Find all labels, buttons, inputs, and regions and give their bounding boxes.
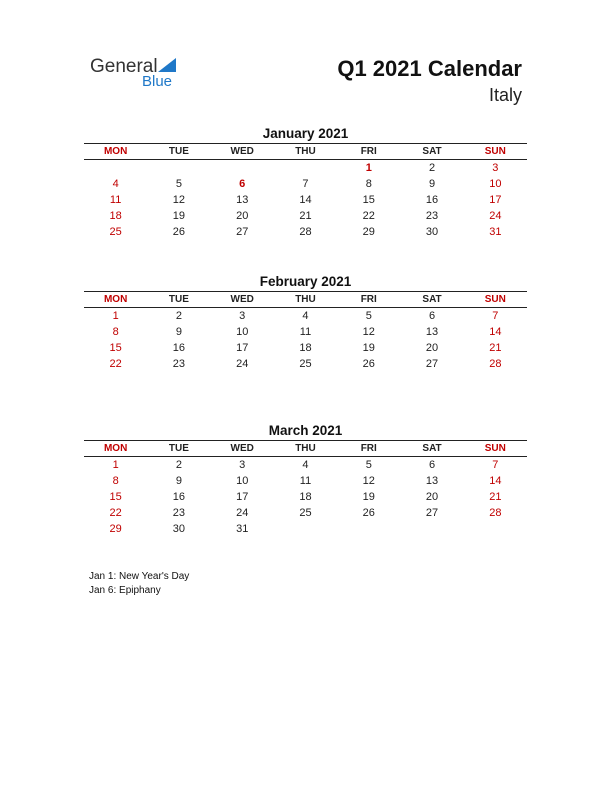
country-name: Italy xyxy=(488,85,522,105)
day-cell: 19 xyxy=(362,342,375,354)
day-cell: 12 xyxy=(362,475,375,487)
day-cell: 16 xyxy=(172,342,186,354)
day-cell: 4 xyxy=(112,178,119,190)
day-cell: 11 xyxy=(299,326,312,338)
week-row xyxy=(84,457,527,473)
weekday-label: THU xyxy=(295,294,316,305)
day-cell: 2 xyxy=(175,459,182,471)
logo-general-text: General xyxy=(90,56,158,77)
week-row xyxy=(84,308,527,324)
day-cell: 11 xyxy=(109,194,122,206)
day-cell: 22 xyxy=(109,507,122,519)
month-title: January 2021 xyxy=(262,126,349,141)
weekday-label: MON xyxy=(103,294,128,305)
day-cell: 18 xyxy=(299,491,312,503)
page-title: Q1 2021 Calendar xyxy=(337,56,522,81)
day-cell: 29 xyxy=(109,523,122,535)
day-cell: 13 xyxy=(425,475,439,487)
weekday-label: SUN xyxy=(484,146,506,157)
weekday-label: THU xyxy=(295,443,316,454)
logo-blue-text: Blue xyxy=(142,73,173,90)
day-cell: 12 xyxy=(362,326,375,338)
day-cell: 27 xyxy=(425,507,439,519)
day-cell: 31 xyxy=(236,523,249,535)
day-cell: 22 xyxy=(362,210,375,222)
day-cell: 16 xyxy=(425,194,439,206)
day-cell: 21 xyxy=(489,342,502,354)
day-cell: 9 xyxy=(175,475,182,487)
weekday-label: FRI xyxy=(360,294,377,305)
day-cell: 11 xyxy=(299,475,312,487)
weekday-header xyxy=(84,291,527,308)
weekday-header xyxy=(84,143,527,160)
day-cell: 5 xyxy=(365,310,372,322)
day-cell: 16 xyxy=(172,491,186,503)
day-cell: 27 xyxy=(236,226,249,238)
day-cell: 4 xyxy=(302,459,309,471)
day-cell: 9 xyxy=(428,178,436,190)
day-cell: 3 xyxy=(239,310,246,322)
day-cell: 23 xyxy=(425,210,439,222)
day-cell: 7 xyxy=(492,310,499,322)
day-cell: 20 xyxy=(425,342,439,354)
day-cell: 18 xyxy=(109,210,122,222)
day-cell: 26 xyxy=(362,507,375,519)
day-cell xyxy=(211,160,274,176)
day-cell: 17 xyxy=(489,194,502,206)
day-cell: 15 xyxy=(109,491,122,503)
holiday-note: Jan 6: Epiphany xyxy=(89,585,161,596)
day-cell xyxy=(274,160,337,176)
day-cell xyxy=(84,160,147,176)
day-cell: 5 xyxy=(175,178,182,190)
day-cell: 19 xyxy=(362,491,375,503)
day-cell: 6 xyxy=(428,310,436,322)
week-row xyxy=(84,324,527,340)
week-row xyxy=(84,160,527,176)
day-cell: 4 xyxy=(302,310,309,322)
weekday-label: MON xyxy=(103,146,128,157)
day-cell: 24 xyxy=(236,507,249,519)
weekday-label: THU xyxy=(295,146,316,157)
day-cell: 24 xyxy=(489,210,502,222)
day-cell: 25 xyxy=(299,507,312,519)
day-cell: 8 xyxy=(112,475,119,487)
weekday-label: SUN xyxy=(484,294,506,305)
day-cell: 25 xyxy=(299,358,312,370)
week-row xyxy=(84,356,527,372)
day-cell: 26 xyxy=(362,358,375,370)
week-row xyxy=(84,505,527,521)
day-cell: 28 xyxy=(299,226,312,238)
day-cell xyxy=(400,521,463,537)
day-cell xyxy=(274,521,337,537)
day-cell: 23 xyxy=(172,358,186,370)
day-cell xyxy=(147,160,210,176)
month-title: February 2021 xyxy=(259,274,352,289)
day-cell: 3 xyxy=(492,162,499,174)
weekday-label: TUE xyxy=(168,294,189,305)
week-row xyxy=(84,340,527,356)
day-cell: 13 xyxy=(425,326,439,338)
day-cell xyxy=(464,521,527,537)
weekday-label: SAT xyxy=(422,443,442,454)
day-cell: 13 xyxy=(236,194,249,206)
week-row xyxy=(84,192,527,208)
weekday-label: FRI xyxy=(360,443,377,454)
week-row xyxy=(84,473,527,489)
day-cell: 2 xyxy=(175,310,182,322)
day-cell: 30 xyxy=(425,226,439,238)
day-cell: 1 xyxy=(365,162,372,174)
week-row xyxy=(84,521,527,537)
day-cell: 6 xyxy=(428,459,436,471)
week-row xyxy=(84,176,527,192)
day-cell: 19 xyxy=(172,210,186,222)
day-cell: 23 xyxy=(172,507,186,519)
week-row xyxy=(84,489,527,505)
logo xyxy=(90,56,173,90)
day-cell: 10 xyxy=(236,475,249,487)
day-cell: 27 xyxy=(425,358,439,370)
weekday-label: FRI xyxy=(360,146,377,157)
day-cell: 25 xyxy=(109,226,122,238)
day-cell: 30 xyxy=(172,523,186,535)
day-cell: 7 xyxy=(302,178,309,190)
day-cell: 10 xyxy=(236,326,249,338)
weekday-label: SUN xyxy=(484,443,506,454)
week-row xyxy=(84,208,527,224)
day-cell: 29 xyxy=(362,226,375,238)
day-cell: 10 xyxy=(489,178,502,190)
day-cell: 1 xyxy=(112,310,119,322)
day-cell: 3 xyxy=(239,459,246,471)
weekday-label: SAT xyxy=(422,146,442,157)
day-cell: 22 xyxy=(109,358,122,370)
month-title: March 2021 xyxy=(268,423,343,438)
day-cell: 31 xyxy=(489,226,502,238)
day-cell: 15 xyxy=(362,194,375,206)
weekday-label: WED xyxy=(230,443,254,454)
day-cell: 12 xyxy=(172,194,186,206)
day-cell: 8 xyxy=(112,326,119,338)
day-cell xyxy=(337,521,400,537)
day-cell: 26 xyxy=(172,226,186,238)
day-cell: 8 xyxy=(365,178,372,190)
month-block xyxy=(84,125,527,240)
weekday-label: WED xyxy=(230,294,254,305)
day-cell: 14 xyxy=(299,194,312,206)
day-cell: 18 xyxy=(299,342,312,354)
weekday-header xyxy=(84,440,527,457)
day-cell: 15 xyxy=(109,342,122,354)
day-cell: 14 xyxy=(489,475,502,487)
day-cell: 20 xyxy=(236,210,249,222)
holiday-note: Jan 1: New Year's Day xyxy=(89,571,190,582)
day-cell: 14 xyxy=(489,326,502,338)
weekday-label: WED xyxy=(230,146,254,157)
day-cell: 21 xyxy=(489,491,502,503)
day-cell: 6 xyxy=(239,178,246,190)
day-cell: 21 xyxy=(299,210,312,222)
day-cell: 20 xyxy=(425,491,439,503)
day-cell: 28 xyxy=(489,507,502,519)
holiday-list xyxy=(89,570,189,598)
weekday-label: SAT xyxy=(422,294,442,305)
week-row xyxy=(84,224,527,240)
day-cell: 28 xyxy=(489,358,502,370)
logo-triangle-icon xyxy=(158,58,176,72)
month-block xyxy=(84,273,527,372)
day-cell: 24 xyxy=(236,358,249,370)
weekday-label: TUE xyxy=(168,443,189,454)
day-cell: 9 xyxy=(175,326,182,338)
day-cell: 5 xyxy=(365,459,372,471)
day-cell: 17 xyxy=(236,342,249,354)
weekday-label: TUE xyxy=(168,146,189,157)
day-cell: 1 xyxy=(112,459,119,471)
day-cell: 2 xyxy=(428,162,436,174)
weekday-label: MON xyxy=(103,443,128,454)
day-cell: 17 xyxy=(236,491,249,503)
month-block xyxy=(84,422,527,537)
day-cell: 7 xyxy=(492,459,499,471)
